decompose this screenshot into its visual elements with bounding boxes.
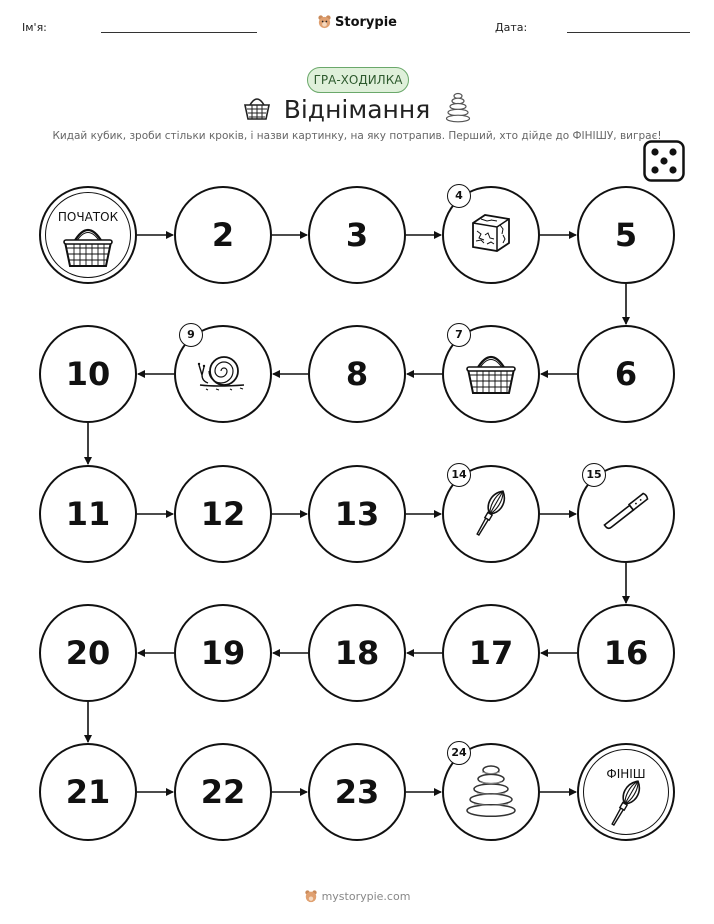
- board-space-3: [308, 186, 406, 284]
- start-space: [39, 186, 137, 284]
- space-number: 13: [334, 495, 380, 533]
- knife-icon: [597, 489, 655, 539]
- space-number-badge: 7: [447, 323, 471, 347]
- board-space-20: [39, 604, 137, 702]
- whisk-icon: [471, 484, 511, 544]
- space-number: 3: [345, 216, 369, 254]
- board-space-2: [174, 186, 272, 284]
- stacked-stones-icon: [462, 762, 520, 822]
- board-space-22: [174, 743, 272, 841]
- bear-footer-icon: [304, 889, 318, 906]
- space-number: 6: [614, 355, 638, 393]
- whisk-icon: [606, 774, 646, 834]
- brand-name: Storypie: [335, 15, 397, 30]
- space-number: 23: [334, 773, 380, 811]
- board-space-6: [577, 325, 675, 423]
- board-space-8: [308, 325, 406, 423]
- name-label: Ім'я:: [22, 21, 47, 34]
- board-space-23: [308, 743, 406, 841]
- space-number: 2: [211, 216, 235, 254]
- space-number-badge: 9: [179, 323, 203, 347]
- instructions-text: Кидай кубик, зроби стільки кроків, і назви картинку, на яку потрапив. Перший, хто дійде до ФІНІШУ, виграє!: [52, 130, 662, 142]
- space-number: 22: [200, 773, 246, 811]
- board-space-10: [39, 325, 137, 423]
- board-space-16: [577, 604, 675, 702]
- space-number: 8: [345, 355, 369, 393]
- start-label: ПОЧАТОК: [57, 210, 119, 224]
- finish-space: [577, 743, 675, 841]
- board-space-11: [39, 465, 137, 563]
- board-space-5: [577, 186, 675, 284]
- board-space-17: [442, 604, 540, 702]
- finish-label: ФІНІШ: [606, 767, 646, 781]
- space-number: 16: [603, 634, 649, 672]
- footer: [0, 889, 714, 906]
- game-type-badge: ГРА-ХОДИЛКА: [307, 67, 409, 93]
- space-number-badge: 4: [447, 184, 471, 208]
- space-number: 12: [200, 495, 246, 533]
- space-number: 10: [65, 355, 111, 393]
- snail-icon: [196, 351, 250, 397]
- footer-url: mystorypie.com: [321, 890, 411, 903]
- space-number: 5: [614, 216, 638, 254]
- basket-icon: [463, 347, 519, 401]
- date-label: Дата:: [495, 21, 528, 34]
- space-number: 17: [468, 634, 514, 672]
- space-number-badge: 24: [447, 741, 471, 765]
- page-title: Віднімання: [283, 95, 431, 124]
- board-space-12: [174, 465, 272, 563]
- bread-icon: [467, 211, 515, 259]
- board-space-19: [174, 604, 272, 702]
- basket-icon: [60, 220, 116, 274]
- space-number: 11: [65, 495, 111, 533]
- space-number: 18: [334, 634, 380, 672]
- board-space-18: [308, 604, 406, 702]
- board-space-13: [308, 465, 406, 563]
- space-number-badge: 14: [447, 463, 471, 487]
- space-number: 21: [65, 773, 111, 811]
- space-number: 20: [65, 634, 111, 672]
- board-space-21: [39, 743, 137, 841]
- space-number-badge: 15: [582, 463, 606, 487]
- space-number: 19: [200, 634, 246, 672]
